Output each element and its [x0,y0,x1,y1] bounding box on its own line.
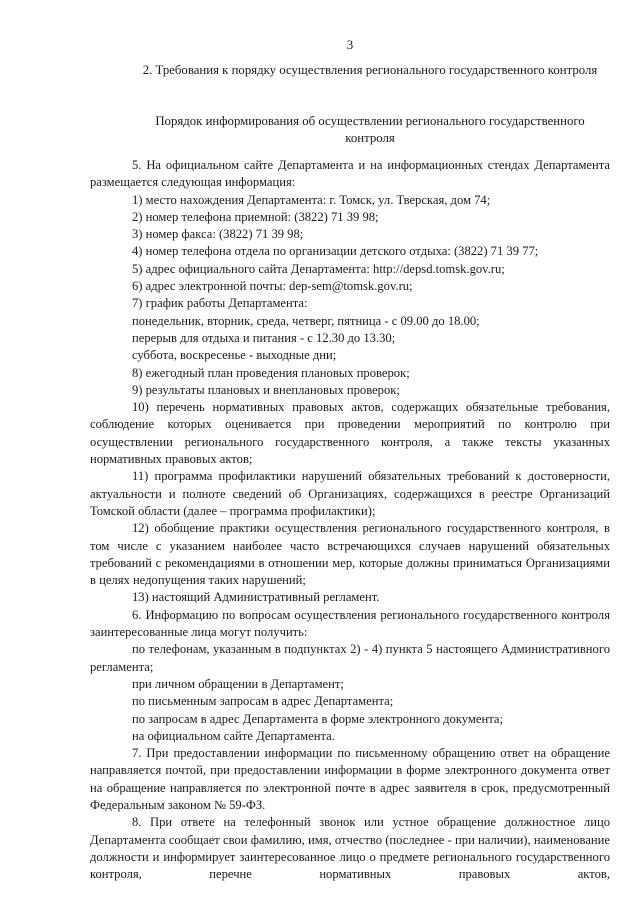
schedule-line: понедельник, вторник, среда, четверг, пятница - с 09.00 до 18.00; [132,313,480,328]
list-item: 9) результаты плановых и внеплановых проверок; [132,382,400,397]
list-item: на официальном сайте Департамента. [132,728,335,743]
list-item: по запросам в адрес Департамента в форме электронного документа; [132,711,503,726]
paragraph-7: 7. При предоставлении информации по письменному обращению ответ на обращение направляется почтой, при предоставлении информации в форме электронного документа ответ на обращение направляется по электронной почте в адрес заявителя в срок, предусмотренный Федеральным законом № 59-ФЗ. [90,746,610,812]
list-item: 8) ежегодный план проведения плановых проверок; [132,365,410,380]
list-item: 4) номер телефона отдела по организации детского отдыха: (3822) 71 39 77; [132,244,539,259]
list-item: при личном обращении в Департамент; [132,676,344,691]
paragraph-8: 8. При ответе на телефонный звонок или устное обращение должностное лицо Департамента сообщает свои фамилию, имя, отчество (последнее - при наличии), наименование должности и информирует заинтересованное лицо о предмете регионального государственного контроля, перечне нормативных правовых актов, [90,815,610,882]
list-item: 11) программа профилактики нарушений обязательных требований к достоверности, актуальности и полноте сведений об Организациях, содержащихся в реестре Организаций Томской области (далее – программа профилактики); [90,469,610,518]
paragraph-5: 5. На официальном сайте Департамента и на информационных стендах Департамента размещается следующая информация: [90,158,610,190]
list-item: 1) место нахождения Департамента: г. Томск, ул. Тверская, дом 74; [132,192,491,207]
page-number: 3 [346,37,354,52]
list-item: 2) номер телефона приемной: (3822) 71 39 98; [132,209,379,224]
list-item: 12) обобщение практики осуществления регионального государственного контроля, в том числе с указанием наиболее часто встречающихся случаев нарушений обязательных требований с рекомендациями в отношении мер, которые должны приниматься Организациями в целях недопущения таких нарушений; [90,521,610,588]
list-item: по письменным запросам в адрес Департамента; [132,694,394,709]
list-item: 10) перечень нормативных правовых актов, содержащих обязательные требования, соблюдение которых оценивается при проведении мероприятий по контролю при осуществлении регионального государственного контроля, а также тексты указанных нормативных правовых актов; [90,400,610,467]
subsection-heading: Порядок информирования об осуществлении регионального государственного контроля [155,114,585,145]
document-body [90,157,610,883]
list-item: 6) адрес электронной почты: dep-sem@tomsk.gov.ru; [132,279,413,294]
schedule-line: суббота, воскресенье - выходные дни; [132,348,337,363]
list-item: 3) номер факса: (3822) 71 39 98; [132,227,304,242]
schedule-line: перерыв для отдыха и питания - с 12.30 до 13.30; [132,330,396,345]
list-item: по телефонам, указанным в подпунктах 2) - 4) пункта 5 настоящего Административного регламента; [90,642,610,674]
list-item: 13) настоящий Административный регламент. [132,590,380,605]
section-heading: 2. Требования к порядку осуществления регионального государственного контроля [142,63,598,77]
list-item: 5) адрес официального сайта Департамента: http://depsd.tomsk.gov.ru; [132,261,505,276]
paragraph-6: 6. Информацию по вопросам осуществления регионального государственного контроля заинтересованные лица могут получить: [90,607,610,640]
list-item: 7) график работы Департамента: [132,296,308,311]
